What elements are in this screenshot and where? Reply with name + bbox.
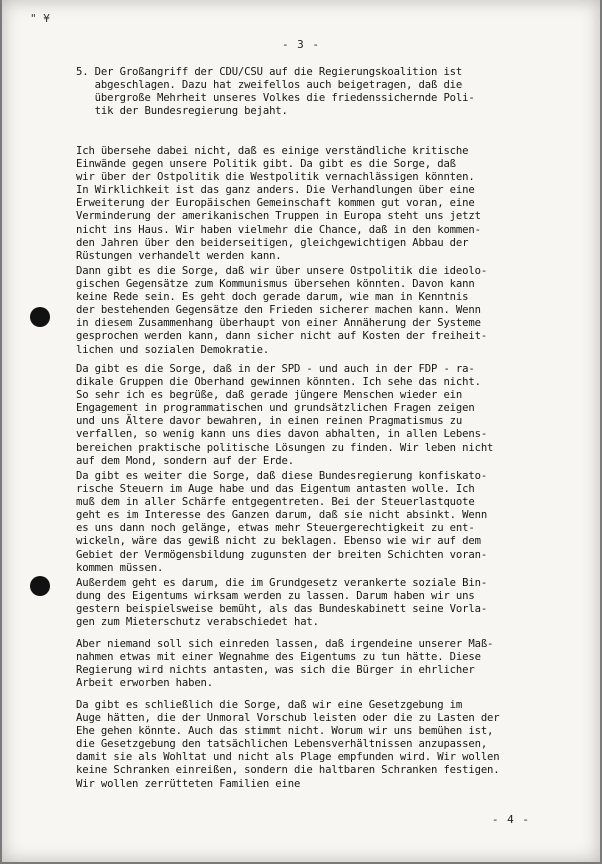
text-line: Da gibt es die Sorge, daß in der SPD - und auch in der FDP - ra- (76, 363, 475, 375)
text-line: Engagement in programmatischen und grundsätzlichen Fragen zeigen (76, 402, 475, 415)
text-line: übergroße Mehrheit unseres Volkes die friedenssichernde Poli- (76, 92, 475, 105)
paragraph-6 (76, 577, 536, 629)
text-line: Dann gibt es die Sorge, daß wir über unsere Ostpolitik die ideolo- (76, 265, 488, 277)
text-line: gestern beispielsweise bemüht, als das Bundeskabinett seine Vorla- (76, 603, 488, 616)
text-line: damit sie als Wohltat und nicht als Plage empfunden wird. Wir wollen (76, 751, 500, 764)
text-line: 5. Der Großangriff der CDU/CSU auf die Regierungskoalition ist (76, 66, 463, 78)
text-line: wickeln, wäre das gewiß nicht zu beklagen. Ebenso wie wir auf dem (76, 535, 481, 548)
text-line: verfallen, so wenig kann uns dies davon abhalten, in allen Lebens- (76, 428, 488, 441)
text-line: keine Schranken einreißen, sondern die haltbaren Schranken festigen. (76, 764, 500, 777)
paragraph-1 (76, 66, 536, 118)
corner-mark: " ¥ (30, 12, 50, 25)
punch-hole-bottom (30, 576, 50, 596)
text-line: in diesem Zusammenhang überhaupt von einer Annäherung der Systeme (76, 317, 481, 330)
text-line: es uns dann noch gelänge, etwas mehr Steuergerechtigkeit zu ent- (76, 522, 475, 535)
page-number: - 3 - (281, 38, 321, 51)
text-line: dikale Gruppen die Oberhand gewinnen könnten. Ich sehe das nicht. (76, 376, 481, 389)
next-page-marker: - 4 - (491, 813, 530, 826)
text-line: wir über der Ostpolitik die Westpolitik vernachlässigen könnten. (76, 171, 475, 184)
text-line: bereichen praktische politische Lösungen zu finden. Wir leben nicht (76, 441, 494, 454)
paragraph-5 (76, 470, 536, 575)
text-line: Wir wollen zerrütteten Familien eine (76, 777, 301, 790)
document-page (2, 0, 600, 862)
text-line: Rüstungen verhandelt werden kann. (76, 249, 282, 262)
paragraph-4 (76, 363, 536, 468)
text-line: rische Steuern im Auge habe und das Eigentum antasten wolle. Ich (76, 483, 475, 496)
text-line: gen zum Mieterschutz verabschiedet hat. (76, 616, 319, 629)
text-line: gischen Gegensätze zum Kommunismus übersehen könnten. Davon kann (76, 278, 475, 291)
text-line: Einwände gegen unsere Politik gibt. Da gibt es die Sorge, daß (76, 158, 456, 171)
text-line: Außerdem geht es darum, die im Grundgesetz verankerte soziale Bin- (76, 577, 488, 589)
text-line: abgeschlagen. Dazu hat zweifellos auch beigetragen, daß die (76, 79, 463, 92)
text-line: Gebiet der Vermögensbildung zugunsten der breiten Schichten voran- (76, 548, 488, 561)
text-line: tik der Bundesregierung bejaht. (76, 105, 288, 118)
paragraph-8 (76, 699, 536, 791)
text-line: Da gibt es weiter die Sorge, daß diese Bundesregierung konfiskato- (76, 470, 488, 482)
text-line: Aber niemand soll sich einreden lassen, daß irgendeine unserer Maß- (76, 638, 494, 650)
text-line: Verminderung der amerikanischen Truppen in Europa steht uns jetzt (76, 210, 481, 223)
text-line: den Jahren über den beiderseitigen, gleichgewichtigen Abbau der (76, 236, 469, 249)
text-line: Arbeit erworben haben. (76, 677, 214, 690)
text-line: dung des Eigentums wirksam werden zu lassen. Darum haben wir uns (76, 590, 475, 603)
text-line: Erweiterung der Europäischen Gemeinschaft kommen gut voran, eine (76, 197, 475, 210)
text-line: der bestehenden Gegensätze den Frieden sicherer machen kann. Wenn (76, 304, 481, 317)
text-line: auf dem Mond, sondern auf der Erde. (76, 454, 294, 467)
text-line: die Gesetzgebung den tatsächlichen Lebensverhältnissen anzupassen, (76, 738, 488, 751)
text-line: keine Rede sein. Es geht doch gerade darum, wie man in Kenntnis (76, 291, 469, 304)
text-line: Ich übersehe dabei nicht, daß es einige verständliche kritische (76, 145, 469, 157)
text-line: nicht ins Haus. Wir haben vielmehr die Chance, daß in den kommen- (76, 223, 481, 236)
paragraph-2 (76, 145, 536, 263)
text-line: Regierung wird nichts antasten, was sich die Bürger in ehrlicher (76, 664, 475, 677)
text-line: So sehr ich es begrüße, daß gerade jüngere Menschen wieder ein (76, 389, 463, 402)
paragraph-7 (76, 638, 536, 690)
text-line: gesprochen werden kann, dann sicher nicht auf Kosten der freiheit- (76, 330, 488, 343)
text-line: muß dem in aller Schärfe entgegentreten. Bei der Steuerlastquote (76, 496, 475, 509)
text-line: lichen und sozialen Demokratie. (76, 343, 270, 356)
text-line: nahmen etwas mit einer Wegnahme des Eigentums zu tun hätte. Diese (76, 651, 481, 664)
text-line: In Wirklichkeit ist das ganz anders. Die Verhandlungen über eine (76, 184, 475, 197)
text-line: und uns Ältere davor bewahren, in einen reinen Pragmatismus zu (76, 415, 463, 428)
text-line: Da gibt es schließlich die Sorge, daß wir eine Gesetzgebung im (76, 699, 463, 711)
paragraph-3 (76, 265, 536, 357)
text-line: Ehe gehen könnte. Auch das stimmt nicht. Worum wir uns bemühen ist, (76, 725, 494, 738)
text-line: geht es im Interesse des Ganzen darum, daß sie nicht absinkt. Wenn (76, 509, 488, 522)
text-line: Auge hätten, die der Unmoral Vorschub leisten oder die zu Lasten der (76, 712, 500, 725)
text-line: kommen müssen. (76, 561, 164, 574)
punch-hole-top (30, 307, 50, 327)
